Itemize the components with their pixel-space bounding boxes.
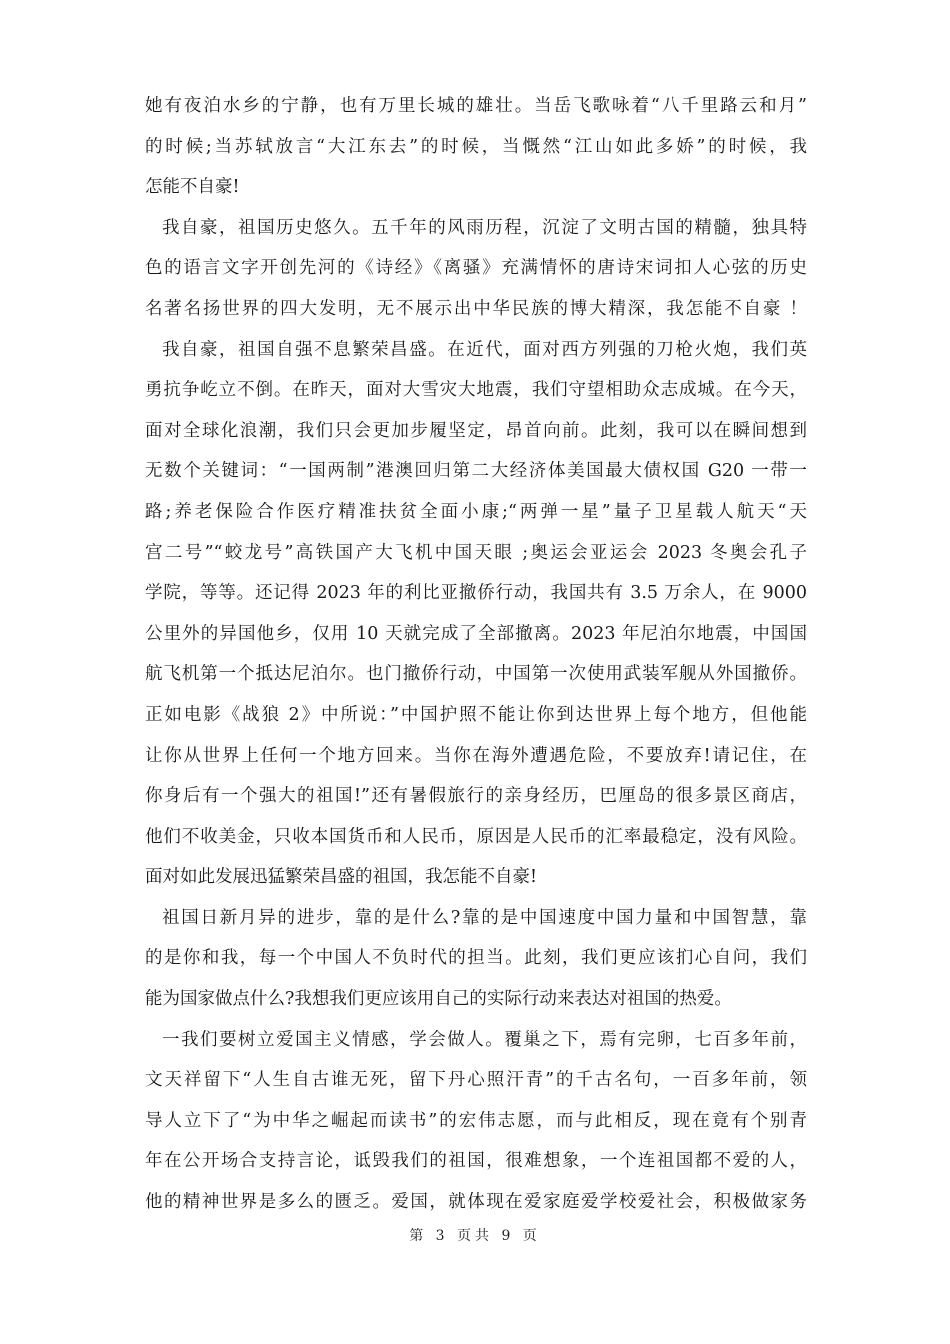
text-line: 你身后有一个强大的祖国!”还有暑假旅行的亲身经历，巴厘岛的很多景区商店， [145, 786, 807, 807]
text-line: 年在公开场合支持言论，诋毁我们的祖国，很难想象，一个连祖国都不爱的人， [145, 1151, 807, 1172]
text-line: 能为国家做点什么?我想我们更应该用自己的实际行动来表达对祖国的热爱。 [145, 989, 732, 1010]
text-line: 勇抗争屹立不倒。在昨天，面对大雪灾大地震，我们守望相助众志成城。在今天， [145, 380, 807, 401]
page-footer [0, 1225, 950, 1245]
text-line: 宫二号”“蛟龙号”高铁国产大飞机中国天眼 ;奥运会亚运会 2023 冬奥会孔子 [145, 542, 807, 563]
text-line: 色的语言文字开创先河的《诗经》《离骚》充满情怀的唐诗宋词扣人心弦的历史 [145, 258, 807, 279]
text-line: 学院，等等。还记得 2023 年的利比亚撤侨行动，我国共有 3.5 万余人，在 9000 [145, 583, 807, 604]
text-line: 怎能不自豪! [145, 177, 240, 198]
text-line: 他的精神世界是多么的匮乏。爱国，就体现在爱家庭爱学校爱社会，积极做家务 [145, 1192, 807, 1213]
text-line: 他们不收美金，只收本国货币和人民币，原因是人民币的汇率最稳定，没有风险。 [145, 826, 807, 847]
text-line: 公里外的异国他乡，仅用 10 天就完成了全部撤离。2023 年尼泊尔地震，中国国 [145, 623, 807, 644]
text-line: 导人立下了“为中华之崛起而读书”的宏伟志愿，而与此相反，现在竟有个别青 [145, 1110, 807, 1131]
text-line: 路;养老保险合作医疗精准扶贫全面小康;“两弹一星”量子卫星载人航天“天 [145, 501, 807, 522]
text-line: 的时候;当苏轼放言“大江东去”的时候，当慨然“江山如此多娇”的时候，我 [145, 136, 807, 157]
text-line: 我自豪，祖国自强不息繁荣昌盛。在近代，面对西方列强的刀枪火炮，我们英 [162, 339, 807, 360]
body-text [145, 86, 807, 1223]
text-line: 面对全球化浪潮，我们只会更加步履坚定，昂首向前。此刻，我可以在瞬间想到 [145, 420, 807, 441]
text-line: 的是你和我，每一个中国人不负时代的担当。此刻，我们更应该扪心自问，我们 [145, 948, 807, 969]
text-line: 祖国日新月异的进步，靠的是什么?靠的是中国速度中国力量和中国智慧，靠 [162, 907, 807, 928]
text-line: 面对如此发展迅猛繁荣昌盛的祖国，我怎能不自豪! [145, 867, 538, 888]
text-line: 我自豪，祖国历史悠久。五千年的风雨历程，沉淀了文明古国的精髓，独具特 [162, 217, 807, 238]
text-line: 无数个关键词：“一国两制”港澳回归第二大经济体美国最大债权国 G20 一带一 [145, 461, 807, 482]
text-line: 正如电影《战狼 2》中所说：”中国护照不能让你到达世界上每个地方，但他能 [145, 704, 807, 725]
text-line: 航飞机第一个抵达尼泊尔。也门撤侨行动，中国第一次使用武装军舰从外国撤侨。 [145, 664, 807, 685]
text-line: 她有夜泊水乡的宁静，也有万里长城的雄壮。当岳飞歌咏着“八千里路云和月” [145, 96, 807, 116]
text-line: 名著名扬世界的四大发明，无不展示出中华民族的博大精深，我怎能不自豪 ！ [145, 298, 807, 319]
text-line: 让你从世界上任何一个地方回来。当你在海外遭遇危险，不要放弃!请记住，在 [145, 745, 807, 766]
text-line: 一我们要树立爱国主义情感，学会做人。覆巢之下，焉有完卵，七百多年前， [162, 1029, 807, 1050]
text-line: 文天祥留下“人生自古谁无死，留下丹心照汗青”的千古名句，一百多年前，领 [145, 1070, 807, 1091]
page-number: 第 3 页共 9 页 [409, 1228, 541, 1244]
